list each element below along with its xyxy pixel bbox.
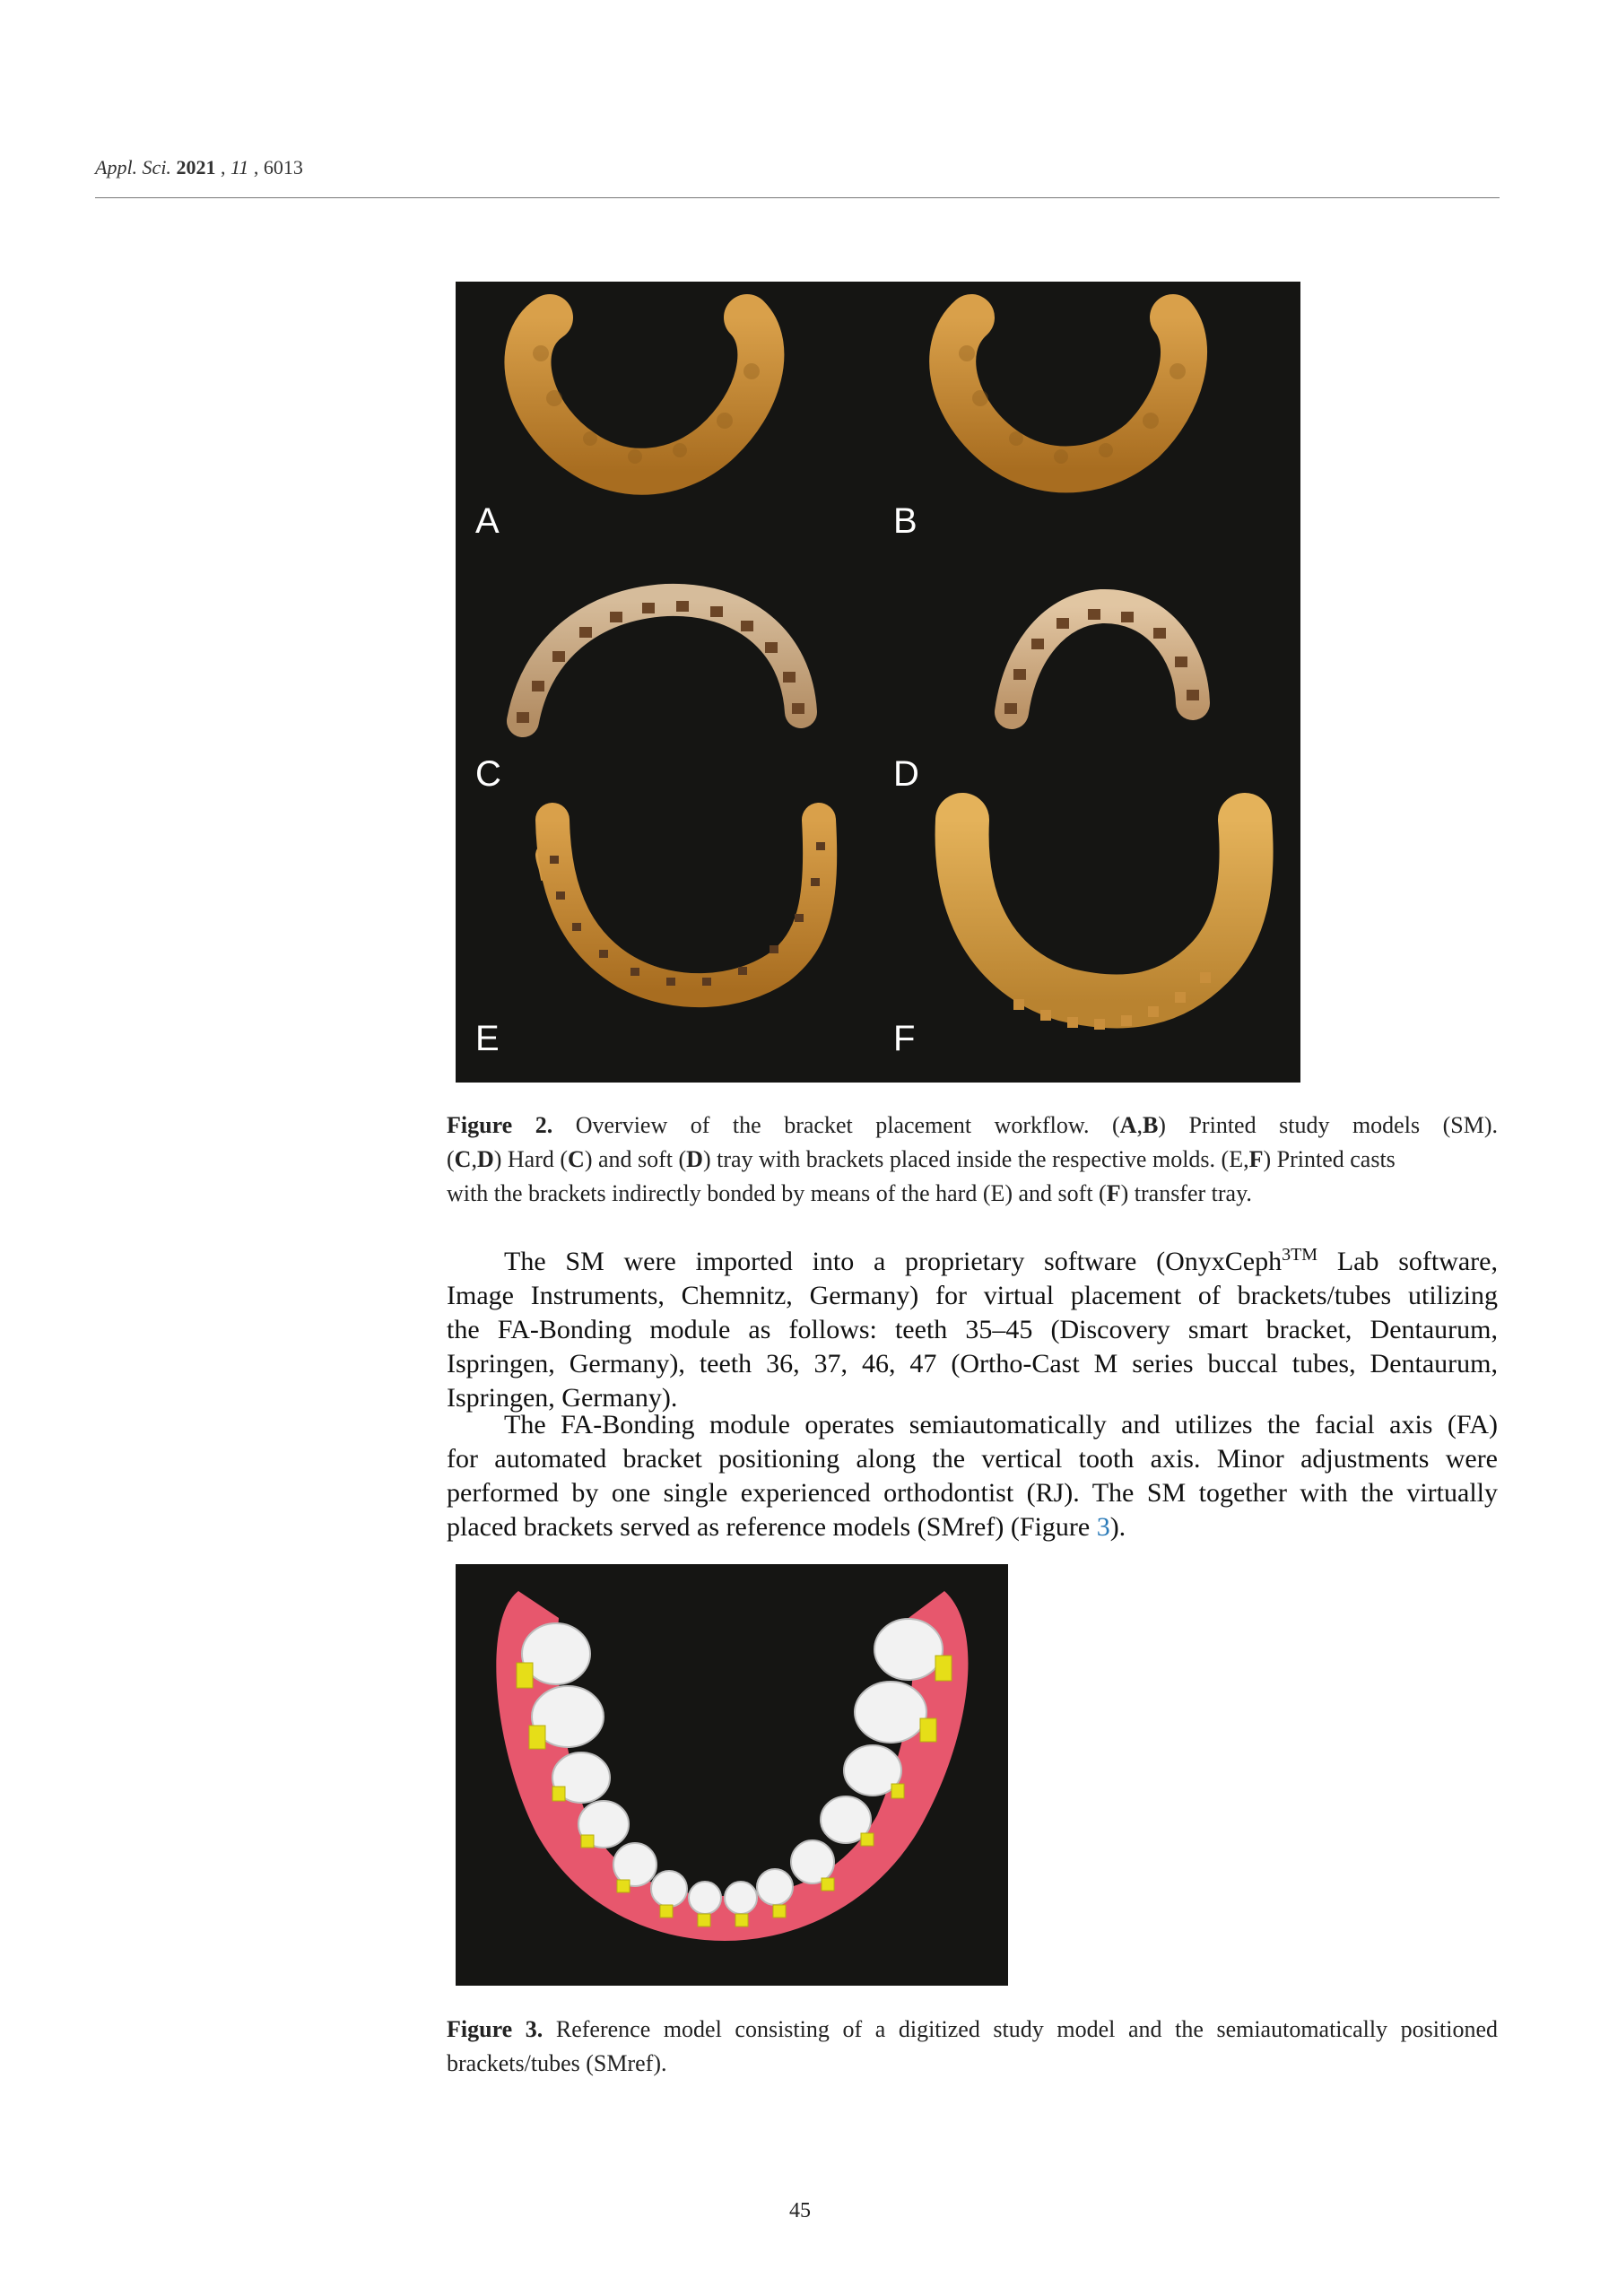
body-paragraph-2 [447,1408,1498,1544]
caption-bold: F [1106,1180,1121,1206]
panel-b-study-model [952,317,1186,469]
figure-3-link[interactable]: 3 [1096,1512,1110,1542]
caption-text: Reference model consisting of a digitized study model and the semiautomatically positioned [543,2016,1498,2042]
text-line: the FA-Bonding module as follows: teeth 35–45 (Discovery smart bracket, Dentaurum, [447,1315,1498,1344]
superscript: 3TM [1282,1245,1318,1265]
panel-label-a: A [475,501,500,541]
running-header: Appl. Sci. 2021 , 11 , 6013 [95,156,303,178]
figure-2-caption [447,1109,1498,1211]
text-line [447,1238,1498,1279]
text-span: placed brackets served as reference models (SMref) (Figure [447,1512,1097,1542]
header-rule [95,197,1500,198]
figure-3 [456,1564,1008,1986]
caption-bold: B [1142,1112,1159,1138]
caption-bold: C [568,1146,585,1172]
panel-a-study-model [527,317,761,472]
text-line: for automated bracket positioning along the vertical tooth axis. Minor adjustments were [447,1444,1498,1474]
text-span: ). [1109,1512,1126,1542]
caption-line [447,1143,1498,1177]
caption-line [447,2013,1498,2047]
caption-bold: D [476,1146,494,1172]
caption-line [447,1109,1498,1143]
caption-bold: C [454,1146,472,1172]
journal-year: 2021 [176,156,216,178]
text-line [447,1510,1498,1544]
panel-c-hard-tray [517,600,804,723]
body-paragraph-1 [447,1238,1498,1415]
caption-line: brackets/tubes (SMref). [447,2050,667,2076]
text-line: Image Instruments, Chemnitz, Germany) for virtual placement of brackets/tubes utilizing [447,1281,1498,1310]
journal-name: Appl. Sci. [95,156,171,178]
caption-line [447,1177,1498,1211]
figure-3-caption [447,2013,1498,2081]
panel-label-f: F [893,1019,916,1058]
caption-text: ) transfer tray. [1120,1180,1252,1206]
panel-d-soft-tray [1004,606,1199,714]
caption-text: ( [447,1146,455,1172]
panel-label-b: B [893,501,917,541]
caption-text: , [1136,1112,1143,1138]
text-line: performed by one single experienced orthodontist (RJ). The SM together with the virtually [447,1478,1498,1508]
article-number: 6013 [263,156,303,178]
panel-label-d: D [893,754,919,794]
caption-text: ) Hard ( [493,1146,569,1172]
caption-bold: A [1119,1112,1137,1138]
caption-text: ) Printed study models (SM). [1158,1112,1498,1138]
figure-2-photos [456,282,1300,1083]
text-line: Ispringen, Germany), teeth 36, 37, 46, 47 (Ortho-Cast M series buccal tubes, Dentaurum, [447,1349,1498,1378]
page-number: 45 [789,2199,811,2222]
panel-f-bonded-cast [962,820,1247,1030]
caption-text: ) Printed casts [1263,1146,1396,1172]
caption-text: Overview of the bracket placement workflow. ( [552,1112,1120,1138]
text-line: Ispringen, Germany). [447,1383,678,1413]
text-line: The FA-Bonding module operates semiautomatically and utilizes the facial axis (FA) [504,1410,1498,1439]
figure-3-render [456,1564,1008,1986]
panel-label-c: C [475,754,501,794]
panel-e-bonded-cast [547,820,826,996]
panel-label-e: E [475,1019,500,1058]
caption-text: ) tray with brackets placed inside the respective molds. (E, [702,1146,1249,1172]
caption-label: Figure 2. [447,1112,553,1138]
caption-text: ) and soft ( [584,1146,687,1172]
caption-text: with the brackets indirectly bonded by means of the hard (E) and soft ( [447,1180,1107,1206]
text-span: Lab software, [1317,1247,1498,1276]
caption-text: , [471,1146,477,1172]
figure-2 [456,282,1300,1083]
caption-bold: F [1248,1146,1264,1172]
journal-volume: 11 [230,156,249,178]
text-span: The SM were imported into a proprietary software (OnyxCeph [504,1247,1283,1276]
caption-bold: D [686,1146,703,1172]
caption-label: Figure 3. [447,2016,543,2042]
